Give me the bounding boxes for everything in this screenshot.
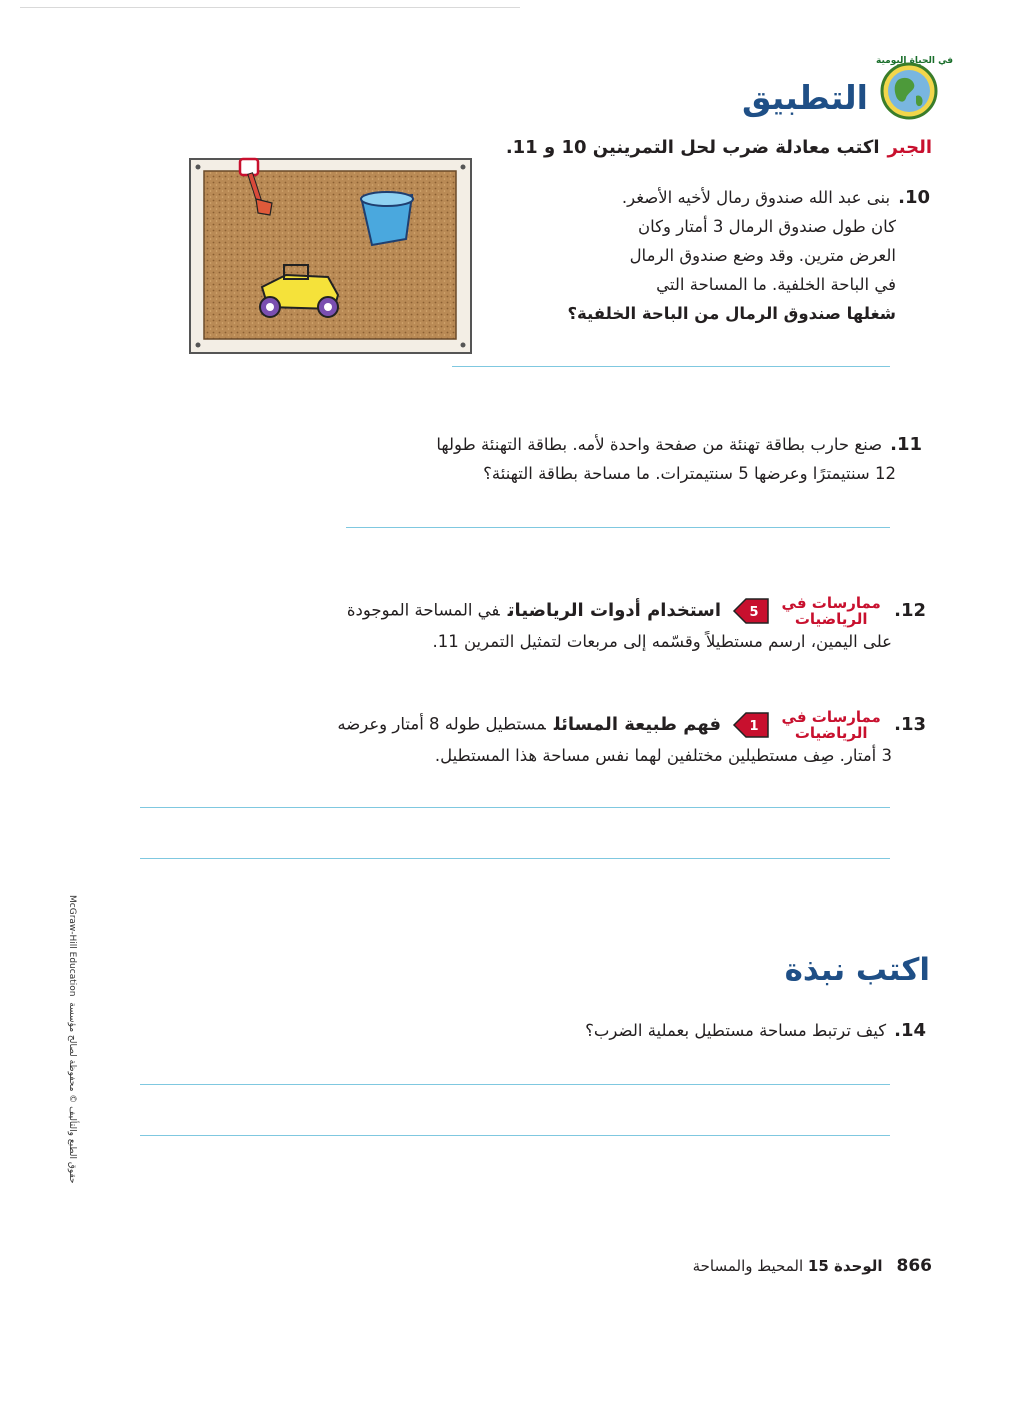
section-title: التطبيق — [741, 78, 868, 117]
answer-line-13a[interactable] — [140, 807, 890, 808]
exercise-11 — [436, 430, 922, 488]
math-practice-label: ممارسات في الرياضيات — [781, 708, 881, 742]
exercise-line: شغلها صندوق الرمال من الباحة الخلفية؟ — [567, 304, 896, 323]
algebra-tag: الجبر — [887, 137, 932, 158]
unit-label: الوحدة 15 — [807, 1257, 883, 1275]
answer-line-13b[interactable] — [140, 858, 890, 859]
instruction-text: اكتب معادلة ضرب لحل التمرينين 10 و 11. — [505, 137, 880, 158]
sandbox-illustration — [188, 157, 473, 355]
exercise-line: صنع حارب بطاقة تهنئة من صفحة واحدة لأمه. بطاقة التهنئة طولها — [436, 435, 883, 454]
exercise-line: 3 أمتار. صِف مستطيلين مختلفين لهما نفس مساحة هذا المستطيل. — [434, 746, 892, 765]
exercise-10 — [567, 183, 930, 328]
unit-title: المحيط والمساحة — [692, 1257, 804, 1275]
practice-arrow-icon — [732, 596, 770, 626]
real-world-badge: في الحياة اليومية — [876, 56, 954, 66]
top-rule — [20, 7, 520, 8]
exercise-line: العرض مترين. وقد وضع صندوق الرمال — [629, 246, 896, 265]
exercise-number: 14. — [894, 1020, 926, 1041]
instruction — [506, 137, 932, 158]
exercise-line: كيف ترتبط مساحة مستطيل بعملية الضرب؟ — [585, 1021, 887, 1040]
answer-line-11[interactable] — [346, 527, 890, 528]
svg-text:5: 5 — [749, 605, 759, 620]
exercise-number: 11. — [890, 434, 922, 455]
exercise-12 — [347, 595, 926, 656]
exercise-line: 12 سنتيمترًا وعرضها 5 سنتيمترات. ما مساحة بطاقة التهنئة؟ — [483, 464, 896, 483]
write-section-title: اكتب نبذة — [784, 952, 930, 988]
globe-icon — [878, 58, 940, 120]
exercise-line: في الباحة الخلفية. ما المساحة التي — [656, 275, 896, 294]
copyright-text: حقوق الطبع والتأليف © محفوظة لصالح مؤسسة — [67, 1002, 77, 1184]
answer-line-14a[interactable] — [140, 1084, 890, 1085]
math-practice-label: ممارسات في الرياضيات — [781, 594, 881, 628]
svg-text:1: 1 — [749, 719, 759, 734]
exercise-14 — [585, 1016, 926, 1045]
exercise-number: 13. — [894, 713, 926, 735]
exercise-line: كان طول صندوق الرمال 3 أمتار وكان — [638, 217, 896, 236]
exercise-line: بنى عبد الله صندوق رمال لأخيه الأصغر. — [621, 188, 891, 207]
answer-line-14b[interactable] — [140, 1135, 890, 1136]
exercise-number: 12. — [894, 599, 926, 621]
page-number: 866 — [896, 1256, 932, 1276]
exercise-13 — [337, 709, 926, 770]
page-footer — [693, 1256, 932, 1276]
exercise-number: 10. — [898, 187, 930, 208]
exercise-line: في المساحة الموجودة — [346, 600, 500, 620]
exercise-line: مستطيل طوله 8 أمتار وعرضه — [337, 714, 546, 734]
practice-title: استخدام أدوات الرياضيات — [507, 599, 722, 621]
answer-line-10[interactable] — [452, 366, 890, 367]
exercise-line: على اليمين، ارسم مستطيلاً وقسّمه إلى مربعات لتمثيل التمرين 11. — [432, 632, 892, 651]
publisher-name: McGraw-Hill Education — [67, 895, 77, 997]
practice-arrow-icon — [732, 710, 770, 740]
copyright-sidebar — [60, 895, 84, 1200]
practice-title: فهم طبيعة المسائل — [553, 713, 722, 735]
